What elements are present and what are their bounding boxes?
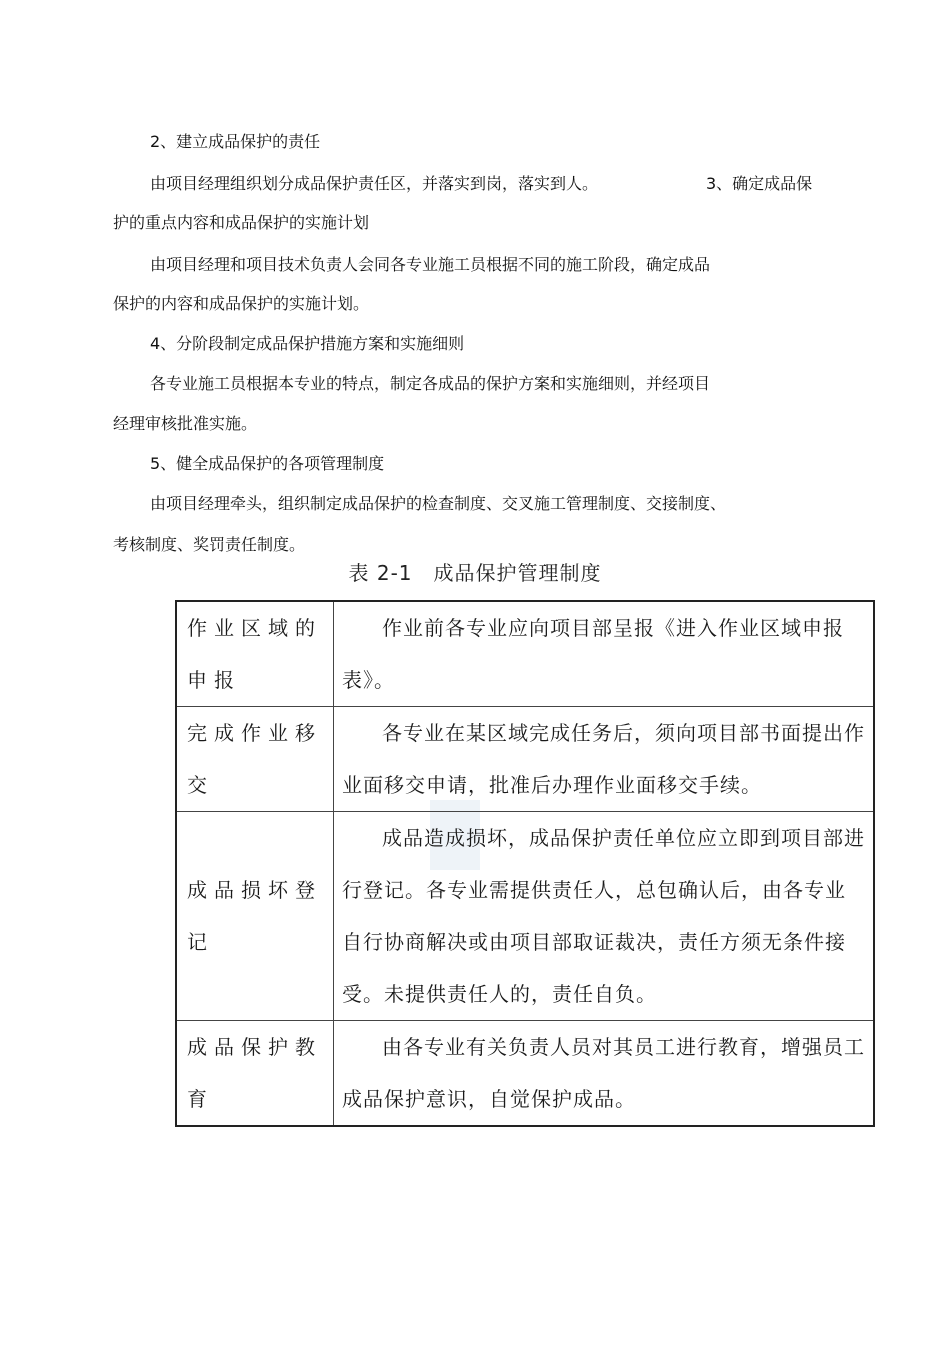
row-label: 完成作业移交 — [176, 707, 334, 812]
paragraph-line: 由项目经理牵头，组织制定成品保护的检查制度、交叉施工管理制度、交接制度、 — [150, 494, 727, 513]
table-row — [176, 601, 874, 707]
row-label: 成品损坏登记 — [176, 812, 334, 1021]
row-text: 作业前各专业应向项目部呈报《进入作业区域申报表》。 — [334, 601, 875, 707]
heading-3: 3、确定成品保 — [706, 174, 813, 193]
table-caption: 表 2-1 成品保护管理制度 — [348, 561, 602, 585]
heading-2: 2、建立成品保护的责任 — [150, 132, 321, 151]
heading-3-cont: 护的重点内容和成品保护的实施计划 — [113, 213, 370, 232]
heading-5: 5、健全成品保护的各项管理制度 — [150, 454, 385, 473]
paragraph-line: 考核制度、奖罚责任制度。 — [113, 535, 306, 554]
table-row — [176, 812, 874, 1021]
table-row — [176, 1021, 874, 1127]
heading-4: 4、分阶段制定成品保护措施方案和实施细则 — [150, 334, 465, 353]
row-text: 成品造成损坏，成品保护责任单位应立即到项目部进行登记。各专业需提供责任人，总包确认后，由各专业自行协商解决或由项目部取证裁决，责任方须无条件接受。未提供责任人的，责任自负。 — [334, 812, 875, 1021]
row-text: 各专业在某区域完成任务后，须向项目部书面提出作业面移交申请，批准后办理作业面移交手续。 — [334, 707, 875, 812]
row-label: 作业区域的申报 — [176, 601, 334, 707]
paragraph-line: 经理审核批准实施。 — [113, 414, 258, 433]
row-text: 由各专业有关负责人员对其员工进行教育，增强员工成品保护意识，自觉保护成品。 — [334, 1021, 875, 1127]
paragraph-line: 保护的内容和成品保护的实施计划。 — [113, 294, 370, 313]
paragraph-line: 各专业施工员根据本专业的特点，制定各成品的保护方案和实施细则，并经项目 — [150, 374, 711, 393]
paragraph-line: 由项目经理和项目技术负责人会同各专业施工员根据不同的施工阶段，确定成品 — [150, 255, 711, 274]
row-label: 成品保护教育 — [176, 1021, 334, 1127]
management-table — [175, 600, 875, 1127]
table-row — [176, 707, 874, 812]
paragraph-line: 由项目经理组织划分成品保护责任区，并落实到岗，落实到人。 — [150, 174, 599, 193]
